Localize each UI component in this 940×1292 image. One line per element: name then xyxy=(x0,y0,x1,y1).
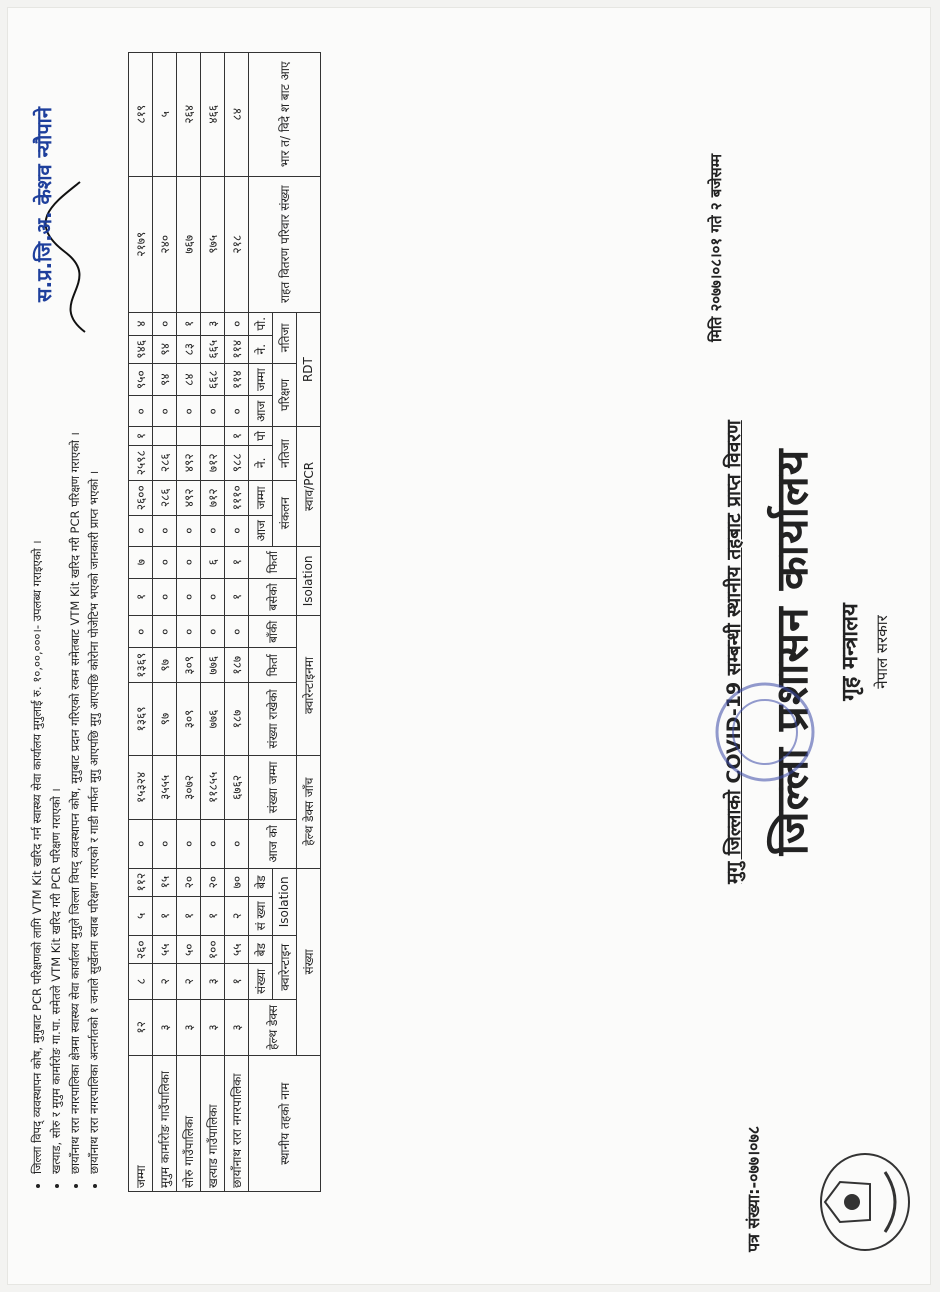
cell-qn: ८ xyxy=(129,964,153,999)
cell-pcr_pos: १ xyxy=(129,427,153,446)
note-item: • छायाँनाथ रारा नगरपालिका अन्तर्गतको १ जनाले सुर्खेतमा स्वाब परिक्षण गराएको र गाडी मार्फत मुगु आएपछि मुगु आएपछि कोरोना पोजेटिभ भएको जानकारी प्राप्त भएको । xyxy=(87,192,102,1174)
cell-total: १५३२४ xyxy=(129,755,153,819)
note-item: • छायाँनाथ रारा नगरपालिका क्षेत्रमा स्वास्थ्य सेवा कार्यालय मुगुले जिल्ला विपद् व्यवस्थापन कोष, मुगुबाट प्रदान गरिएको रकम समेतबाट VTM Kit खरिद गरी PCR परिक्षण गराएको । xyxy=(68,192,83,1174)
cell-ret: १८७ xyxy=(225,648,249,683)
sub-rdt-neg: ने. xyxy=(249,335,273,363)
reference-number: पत्र संख्या:-०७७।०७८ xyxy=(744,1125,763,1252)
cell-in: २ xyxy=(225,896,249,935)
cell-pcr_neg: २८६ xyxy=(153,445,177,480)
col-rdt: RDT xyxy=(297,312,321,426)
cell-pcr_neg: ७१२ xyxy=(201,445,225,480)
cell-pcr_pos: १ xyxy=(225,427,249,446)
col-relief-families: राहत वितरण परिवार संख्या xyxy=(249,176,321,312)
table-row xyxy=(153,53,177,1192)
row-name: खत्याड गाउँपालिका xyxy=(201,1056,225,1192)
cell-qb: २६० xyxy=(129,936,153,964)
cell-pcr_total: ४९२ xyxy=(177,480,201,515)
sub-pcr-total: जम्मा xyxy=(249,480,273,515)
cell-load: ८१९ xyxy=(129,53,153,177)
cell-in: १ xyxy=(177,896,201,935)
cell-qb: ५५ xyxy=(225,936,249,964)
cell-today: ० xyxy=(153,820,177,869)
nepal-emblem-icon xyxy=(810,1142,920,1262)
col-count: संख्या xyxy=(297,868,321,1056)
cell-kept: ७७६ xyxy=(201,683,225,755)
sub-rdt-total: जम्मा xyxy=(249,363,273,396)
cell-load: ५ xyxy=(153,53,177,177)
cell-kept: १३६९ xyxy=(129,683,153,755)
cell-hd: १२ xyxy=(129,999,153,1056)
cell-ret: ७७६ xyxy=(201,648,225,683)
cell-rdt_total: ८४ xyxy=(177,363,201,396)
sub-rdt-today: आज xyxy=(249,396,273,427)
cell-total: ६७६२ xyxy=(225,755,249,819)
cell-rdt_neg: ९४६ xyxy=(129,335,153,363)
document-subject: मुगु जिल्लाको COVID-19 सम्बन्धी स्थानीय तहबाट प्राप्त विवरण xyxy=(723,420,745,884)
cell-pcr_today: ० xyxy=(153,515,177,546)
row-name: जम्मा xyxy=(129,1056,153,1192)
cell-qb: ५० xyxy=(177,936,201,964)
cell-pcr_today: ० xyxy=(225,515,249,546)
cell-ib: १५ xyxy=(153,868,177,896)
cell-rdt_today: ० xyxy=(153,396,177,427)
table-row xyxy=(177,53,201,1192)
cell-rem: ० xyxy=(177,616,201,648)
cell-load: ४६६ xyxy=(201,53,225,177)
cell-relief: २१७९ xyxy=(129,176,153,312)
cell-rdt_neg: ११४ xyxy=(225,335,249,363)
sub-rdt-pos: पो. xyxy=(249,312,273,335)
office-stamp xyxy=(710,672,820,792)
signatory-name: स.प्र.जि.अ. केशव न्यौपाने xyxy=(32,107,56,302)
cell-relief: ९७५ xyxy=(201,176,225,312)
cell-relief: २४० xyxy=(153,176,177,312)
cell-pcr_today: ० xyxy=(177,515,201,546)
cell-rdt_total: ९५० xyxy=(129,363,153,396)
sub-staying: बसेको xyxy=(249,578,297,616)
sub-kept: संख्या राखेको xyxy=(249,683,297,755)
cell-hd: ३ xyxy=(177,999,201,1056)
cell-kept: ९७ xyxy=(153,683,177,755)
cell-rdt_today: ० xyxy=(177,396,201,427)
cell-kept: १८७ xyxy=(225,683,249,755)
cell-pcr_pos xyxy=(201,427,225,446)
cell-today: ० xyxy=(177,820,201,869)
cell-rem: ० xyxy=(129,616,153,648)
cell-rdt_pos: ३ xyxy=(201,312,225,335)
cell-pcr_total: २६०० xyxy=(129,480,153,515)
cell-rem: ० xyxy=(153,616,177,648)
cell-rdt_pos: ० xyxy=(153,312,177,335)
report-date: मिति २०७७।०८।०१ गते २ बजेसम्म xyxy=(707,153,725,342)
cell-rdt_today: ० xyxy=(129,396,153,427)
cell-relief: २१८ xyxy=(225,176,249,312)
cell-rem: ० xyxy=(201,616,225,648)
cell-pcr_total: २८६ xyxy=(153,480,177,515)
cell-in: ५ xyxy=(129,896,153,935)
cell-iret: ० xyxy=(153,546,177,578)
sub-collection: संकलन xyxy=(273,480,297,546)
row-name: छायाँनाथ रारा नगरपालिका xyxy=(225,1056,249,1192)
cell-ib: २० xyxy=(177,868,201,896)
table-row xyxy=(201,53,225,1192)
sub-isolation: Isolation xyxy=(273,868,297,936)
sub-returned: फिर्ता xyxy=(249,648,297,683)
table-row xyxy=(129,53,153,1192)
sub-health-desk: हेल्थ डेक्स xyxy=(249,999,297,1056)
cell-ib: २० xyxy=(201,868,225,896)
cell-rdt_neg: ९४ xyxy=(153,335,177,363)
cell-pcr_pos xyxy=(153,427,177,446)
sub-total: संख्या जम्मा xyxy=(249,755,297,819)
table-row xyxy=(225,53,249,1192)
cell-ret: ९७ xyxy=(153,648,177,683)
cell-hd: ३ xyxy=(225,999,249,1056)
sub-i-bed: बेड xyxy=(249,868,273,896)
col-isolation: Isolation xyxy=(297,546,321,616)
cell-stay: ० xyxy=(177,578,201,616)
cell-rdt_total: ११४ xyxy=(225,363,249,396)
sub-i-count: सं ख्या xyxy=(249,896,273,935)
cell-pcr_neg: ४९२ xyxy=(177,445,201,480)
col-swab-pcr: स्वाव/PCR xyxy=(297,427,321,546)
cell-rdt_total: ९४ xyxy=(153,363,177,396)
row-name: सोरु गाउँपालिका xyxy=(177,1056,201,1192)
cell-qn: १ xyxy=(225,964,249,999)
cell-stay: ० xyxy=(201,578,225,616)
cell-rdt_total: ६६८ xyxy=(201,363,225,396)
cell-rdt_today: ० xyxy=(225,396,249,427)
cell-rdt_pos: ० xyxy=(225,312,249,335)
cell-kept: ३०९ xyxy=(177,683,201,755)
cell-iret: १ xyxy=(225,546,249,578)
cell-pcr_today: ० xyxy=(129,515,153,546)
cell-load: ८४ xyxy=(225,53,249,177)
cell-stay: ० xyxy=(153,578,177,616)
government-name: नेपाल सरकार xyxy=(873,615,891,689)
sub-pcr-pos: पो xyxy=(249,427,273,446)
cell-stay: १ xyxy=(129,578,153,616)
note-item: • खत्याड, सोरु र मुगुम कार्मारोङ गा.पा. समेतले VTM Kit खरिद गरी PCR परिक्षण गराएको । xyxy=(49,192,64,1174)
cell-rdt_pos: १ xyxy=(177,312,201,335)
cell-rdt_neg: ६६५ xyxy=(201,335,225,363)
sub-quarantine: क्वारेन्टाइन xyxy=(273,936,297,999)
cell-ret: ३०९ xyxy=(177,648,201,683)
cell-total: ३०७२ xyxy=(177,755,201,819)
cell-pcr_pos xyxy=(177,427,201,446)
cell-total: ३५५५ xyxy=(153,755,177,819)
sub-test: परिक्षण xyxy=(273,363,297,426)
cell-today: ० xyxy=(225,820,249,869)
cell-rdt_neg: ८३ xyxy=(177,335,201,363)
cell-rdt_today: ० xyxy=(201,396,225,427)
sub-rdt-result: नतिजा xyxy=(273,312,297,363)
cell-hd: ३ xyxy=(201,999,225,1056)
cell-ret: १३६९ xyxy=(129,648,153,683)
cell-qn: २ xyxy=(177,964,201,999)
col-relief-load: भार त/ विदे श बाट आए xyxy=(249,53,321,177)
cell-total: ११८५५ xyxy=(201,755,225,819)
row-name: मुगुम कार्मारोङ गाउँपालिका xyxy=(153,1056,177,1192)
sub-iso-returned: फिर्ता xyxy=(249,546,297,578)
col-local-level: स्थानीय तहको नाम xyxy=(249,1056,321,1192)
sub-q-bed: बेड xyxy=(249,936,273,964)
sub-q-count: संख्या xyxy=(249,964,273,999)
cell-pcr_total: ७१२ xyxy=(201,480,225,515)
cell-pcr_neg: ९८८ xyxy=(225,445,249,480)
cell-ib: ११२ xyxy=(129,868,153,896)
cell-iret: ७ xyxy=(129,546,153,578)
cell-iret: ६ xyxy=(201,546,225,578)
sub-result: नतिजा xyxy=(273,427,297,481)
cell-qb: १०० xyxy=(201,936,225,964)
office-name: जिल्ला प्रशासन कार्यालय xyxy=(767,448,818,856)
cell-hd: ३ xyxy=(153,999,177,1056)
cell-qb: ५५ xyxy=(153,936,177,964)
cell-in: १ xyxy=(153,896,177,935)
cell-today: ० xyxy=(129,820,153,869)
cell-stay: १ xyxy=(225,578,249,616)
ministry-name: गृह मन्त्रालय xyxy=(838,603,863,701)
header-row xyxy=(297,53,321,1192)
cell-rem: ० xyxy=(225,616,249,648)
cell-ib: ७० xyxy=(225,868,249,896)
notes xyxy=(30,192,106,1192)
cell-pcr_neg: २५९८ xyxy=(129,445,153,480)
col-health-desk-check: हेल्थ डेक्स जाँच xyxy=(297,755,321,868)
cell-relief: ७६७ xyxy=(177,176,201,312)
sub-today: आज को xyxy=(249,820,297,869)
cell-pcr_today: ० xyxy=(201,515,225,546)
cell-iret: ० xyxy=(177,546,201,578)
sub-pcr-neg: ने. xyxy=(249,445,273,480)
note-item: • जिल्ला विपद् व्यवस्थापन कोष, मुगुबाट PCR परिक्षणको लागि VTM Kit खरिद गर्न स्वास्थ्य सेवा कार्यालय मुगुलाई रु. १०,००,०००।- उपलब्ध गराइएको । xyxy=(30,192,45,1174)
cell-pcr_total: १११० xyxy=(225,480,249,515)
sub-pcr-today: आज xyxy=(249,515,273,546)
cell-today: ० xyxy=(201,820,225,869)
cell-in: १ xyxy=(201,896,225,935)
rotated-document xyxy=(20,32,920,1262)
covid-data-table xyxy=(128,52,321,1192)
sub-remaining: बाँकी xyxy=(249,616,297,648)
cell-load: २६४ xyxy=(177,53,201,177)
cell-rdt_pos: ४ xyxy=(129,312,153,335)
cell-qn: ३ xyxy=(201,964,225,999)
cell-qn: २ xyxy=(153,964,177,999)
col-quarantine: क्वारेन्टाइनमा xyxy=(297,616,321,755)
